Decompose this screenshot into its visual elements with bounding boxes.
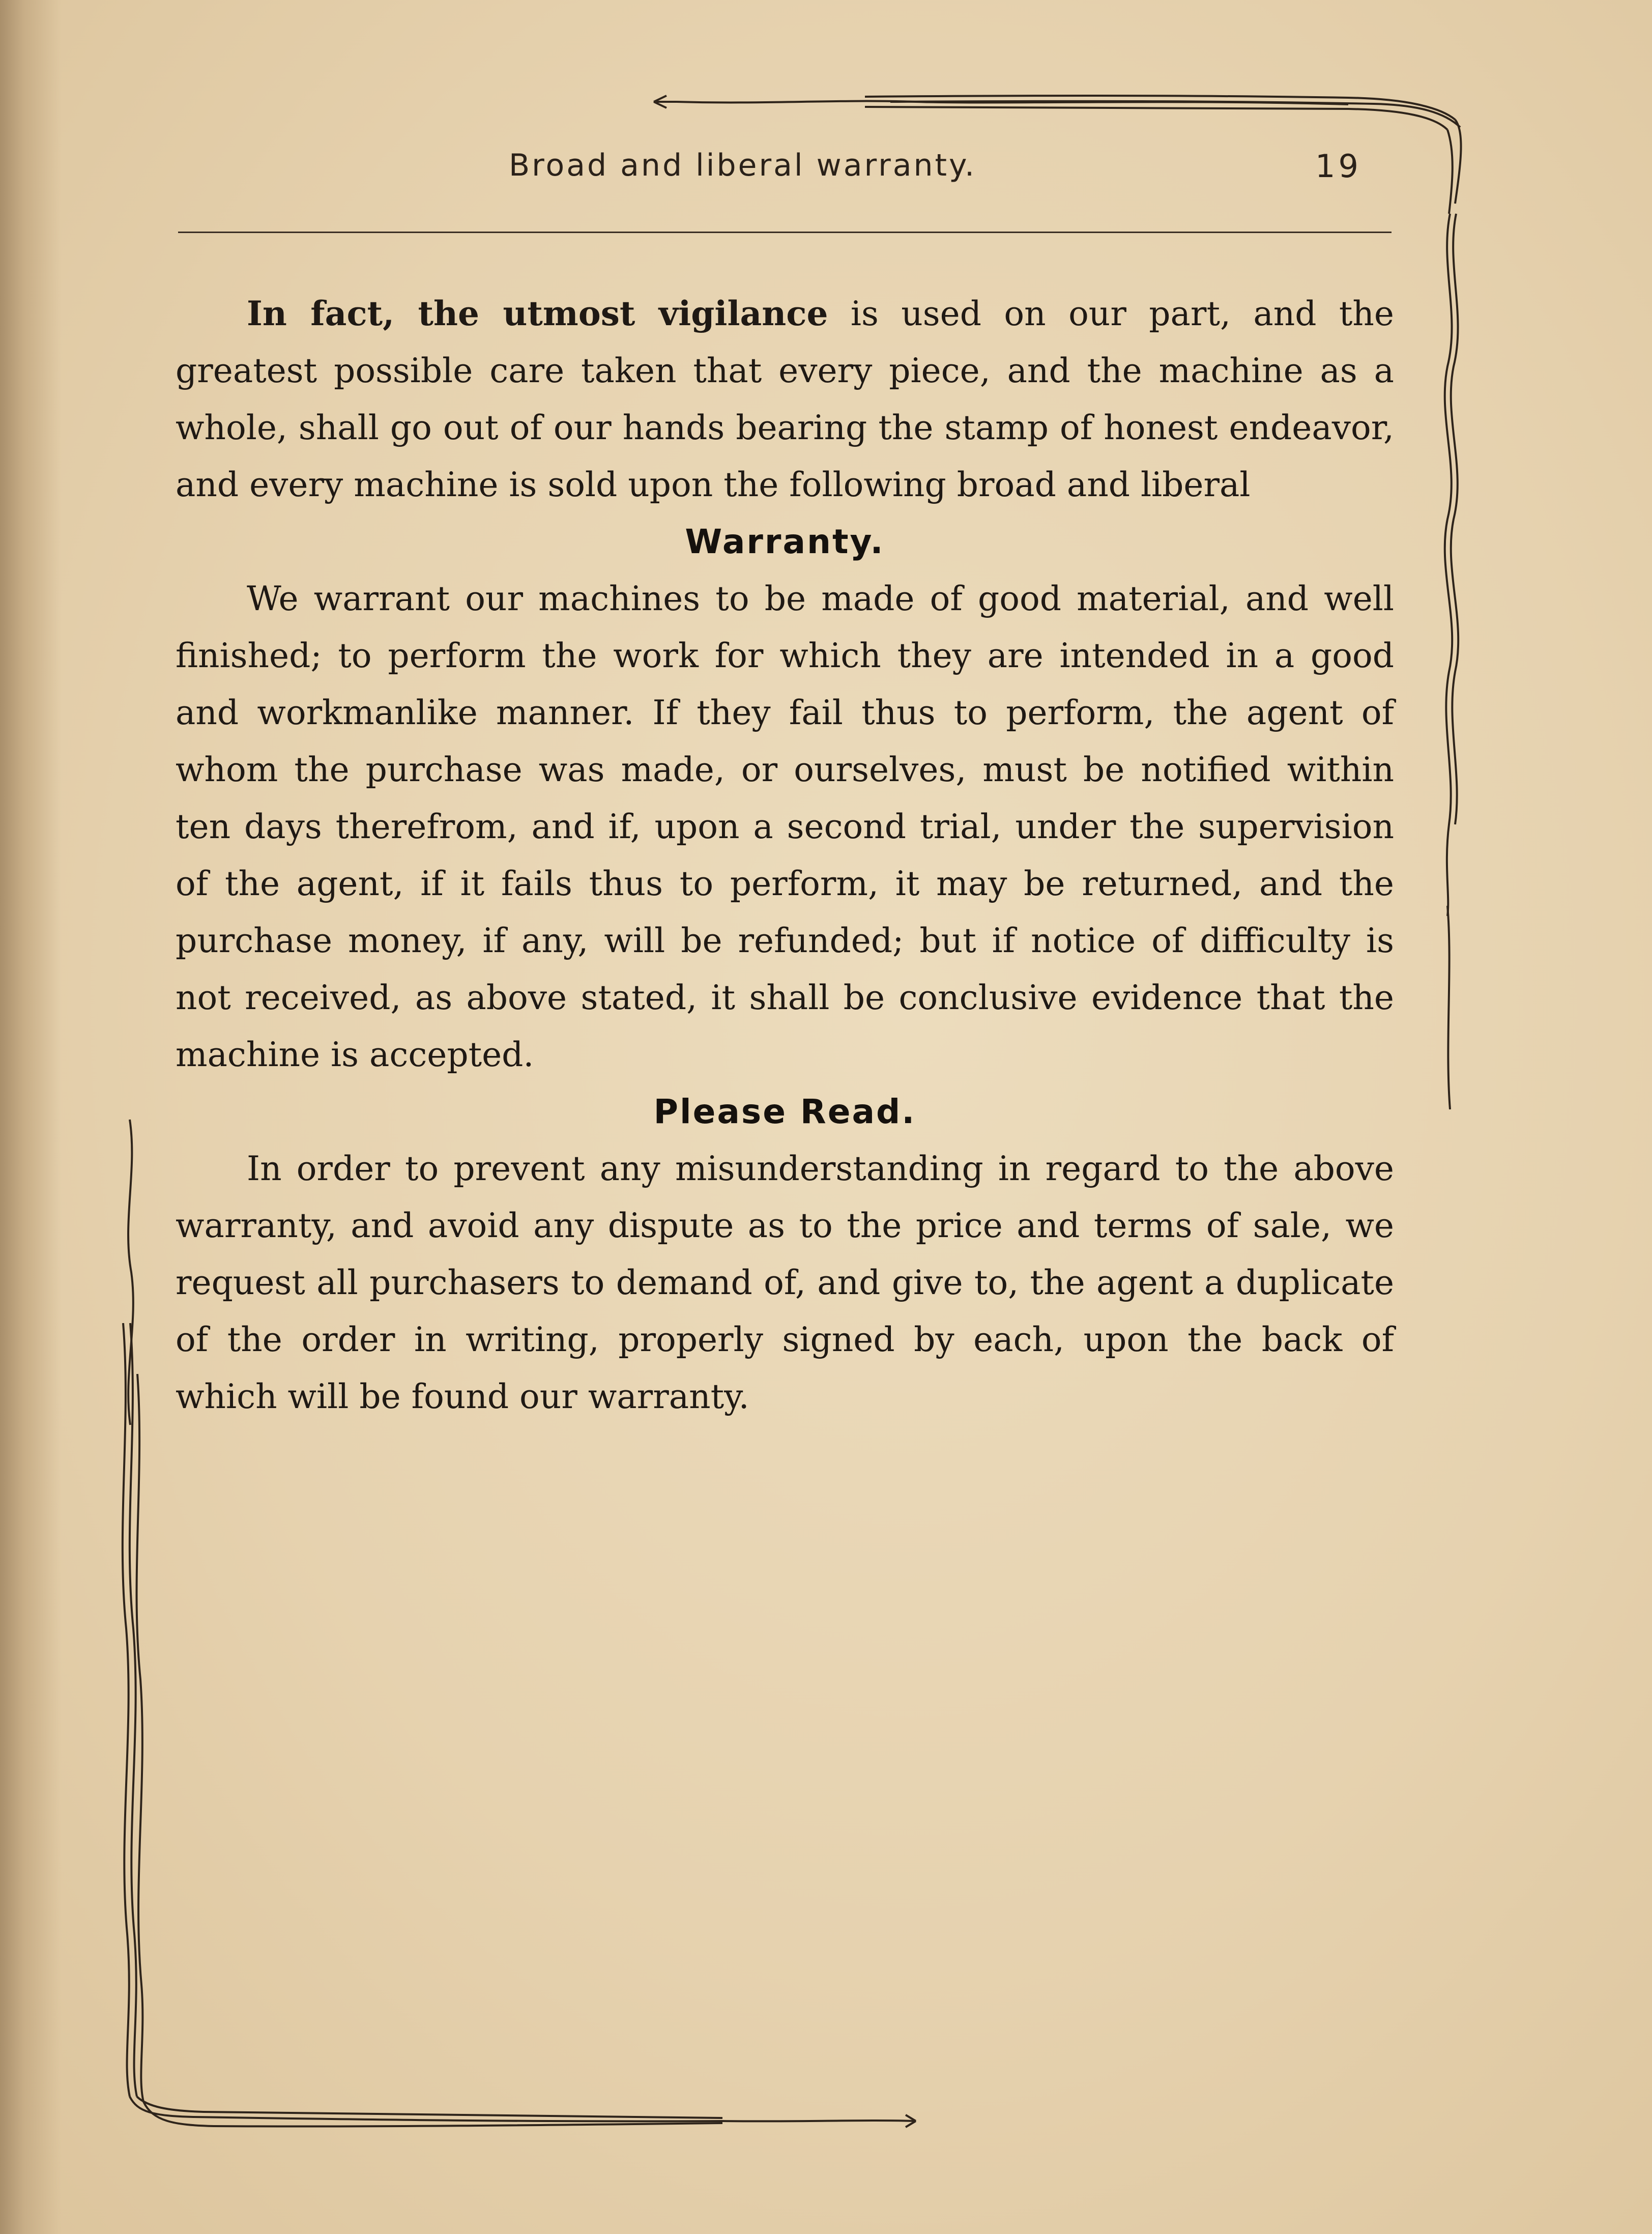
running-head [0,148,1652,193]
running-head-title: Broad and liberal warranty. [509,148,977,183]
warranty-paragraph: We warrant our machines to be made of good material, and well finished; to perform the work for which they are intended in a good and workmanlike manner. If they fail thus to perform, the agent of whom the purchase was made, or ourselves, must be notified within ten days therefrom, and if, upon a second trial, under the supervision of the agent, if it fails thus to perform, it may be returned, and the purchase money, if any, will be refunded; but if notice of difficulty is not received, as above stated, it shall be conclusive evidence that the machine is accepted. [176,579,1394,1074]
intro-paragraph [176,285,1394,513]
body-text [176,285,1394,1425]
please-read-paragraph: In order to prevent any misunderstanding in regard to the above warranty, and avoid any dispute as to the price and terms of sale, we request all purchasers to demand of, and give to, the agent a duplicate of the order in writing, properly signed by each, upon the back of which will be found our warranty. [176,1149,1394,1416]
header-rule [178,232,1392,233]
please-read-heading: Please Read. [653,1092,916,1131]
page-number: 19 [1315,148,1361,185]
intro-lead: In fact, the utmost vigilance [247,294,828,333]
intro-text: is used on our part, and the greatest possible care taken that every piece, and the machine as a whole, shall go out of our hands bearing the stamp of honest endeavor, and every machine is sold upon the following broad and liberal [176,294,1394,504]
warranty-heading: Warranty. [685,522,885,561]
